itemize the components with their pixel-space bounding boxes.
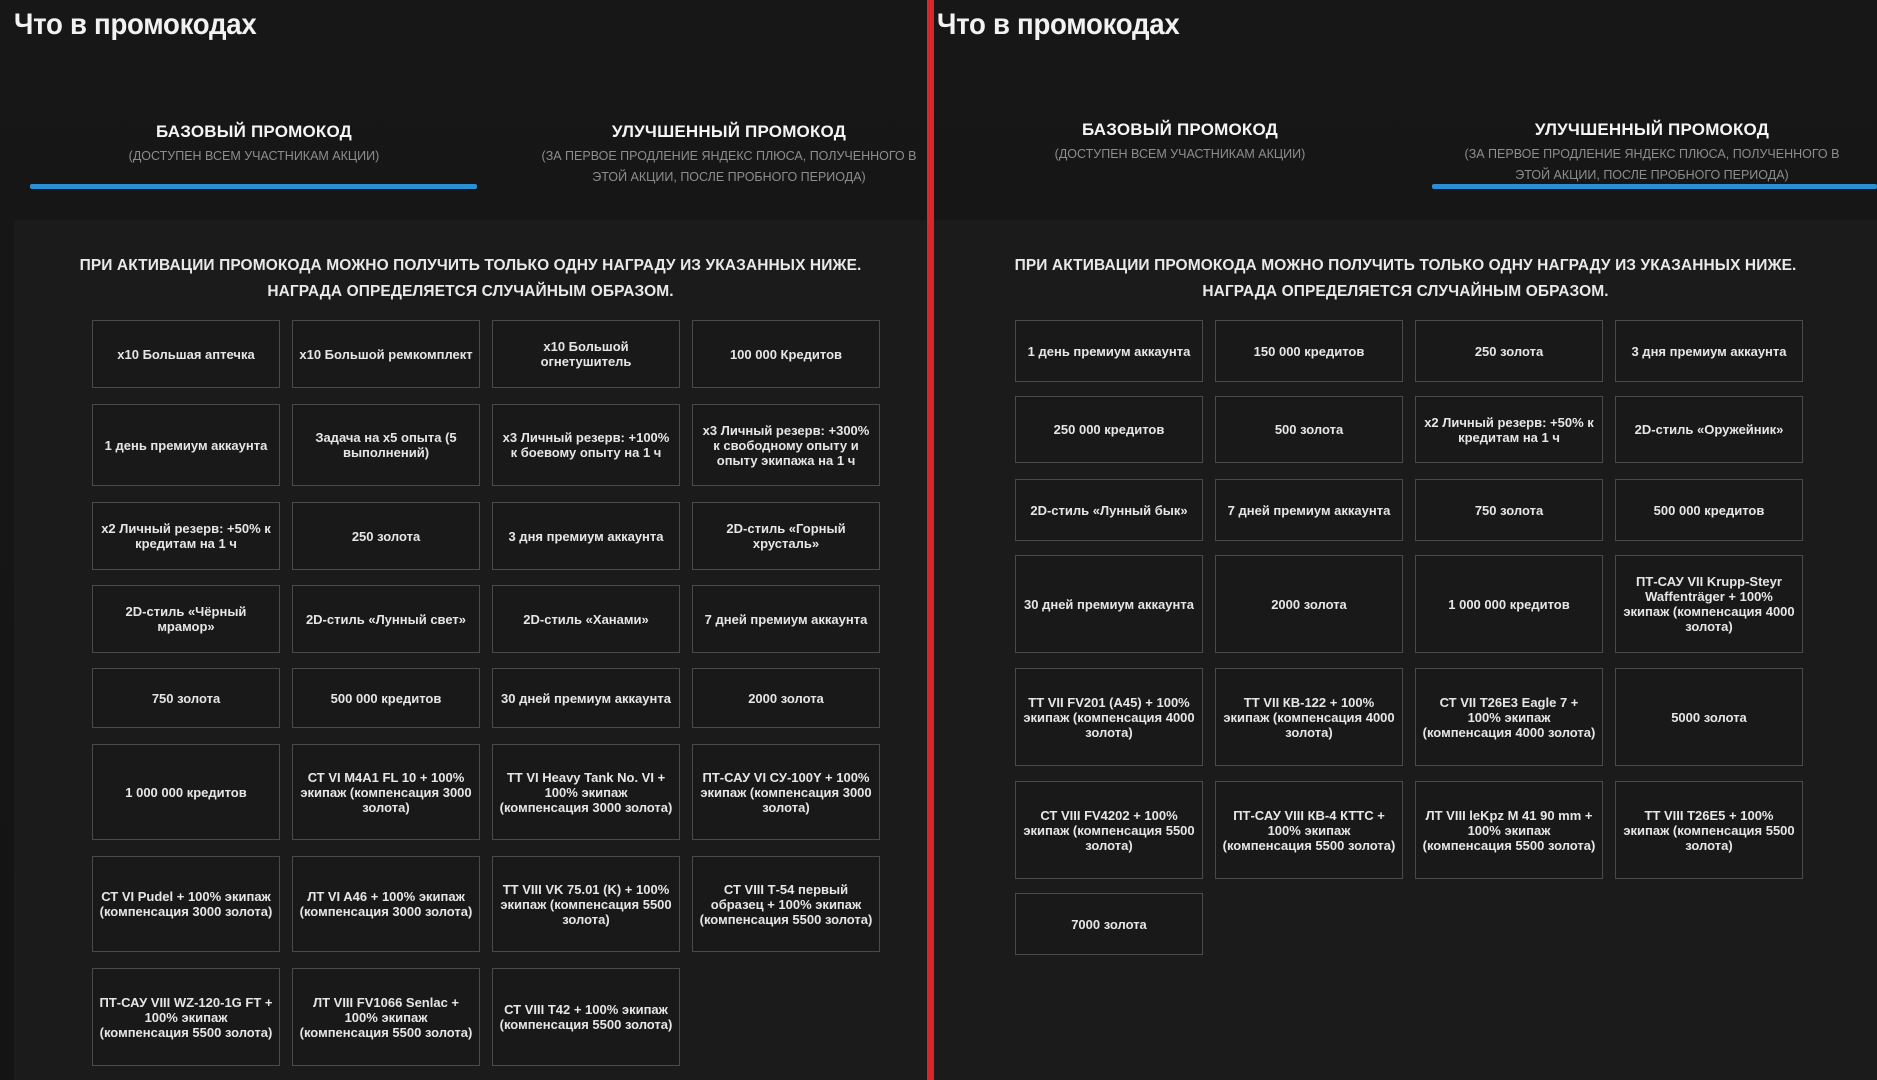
reward-card: 7000 золота — [1015, 893, 1203, 955]
reward-card: x10 Большой ремкомплект — [292, 320, 480, 388]
reward-card: x10 Большой огнетушитель — [492, 320, 680, 388]
reward-card: 1 день премиум аккаунта — [92, 404, 280, 486]
reward-card: 2D-стиль «Ханами» — [492, 585, 680, 653]
reward-card: ЛТ VIII FV1066 Senlac + 100% экипаж (компенсация 5500 золота) — [292, 968, 480, 1066]
reward-card: x3 Личный резерв: +300% к свободному опыту и опыту экипажа на 1 ч — [692, 404, 880, 486]
left-panel — [0, 0, 927, 1080]
rewards-notice: ПРИ АКТИВАЦИИ ПРОМОКОДА МОЖНО ПОЛУЧИТЬ ТОЛЬКО ОДНУ НАГРАДУ ИЗ УКАЗАННЫХ НИЖЕ. НАГРАДА ОПРЕДЕЛЯЕТСЯ СЛУЧАЙНЫМ ОБРАЗОМ. — [79, 257, 862, 300]
reward-card: 100 000 Кредитов — [692, 320, 880, 388]
reward-card: x2 Личный резерв: +50% к кредитам на 1 ч — [1415, 396, 1603, 463]
reward-card: 250 000 кредитов — [1015, 396, 1203, 463]
reward-card: ЛТ VIII leKpz M 41 90 mm + 100% экипаж (компенсация 5500 золота) — [1415, 781, 1603, 879]
reward-card: 150 000 кредитов — [1215, 320, 1403, 382]
reward-card: ТТ VIII T26E5 + 100% экипаж (компенсация 5500 золота) — [1615, 781, 1803, 879]
tab-improved-promocode[interactable] — [1448, 120, 1856, 186]
reward-card: СТ VI Pudel + 100% экипаж (компенсация 3000 золота) — [92, 856, 280, 952]
reward-card: 7 дней премиум аккаунта — [692, 585, 880, 653]
reward-card: СТ VIII T42 + 100% экипаж (компенсация 5500 золота) — [492, 968, 680, 1066]
reward-card: СТ VI M4A1 FL 10 + 100% экипаж (компенсация 3000 золота) — [292, 744, 480, 840]
tab-title: БАЗОВЫЙ ПРОМОКОД — [156, 122, 352, 141]
reward-card: ЛТ VI A46 + 100% экипаж (компенсация 3000 золота) — [292, 856, 480, 952]
page-title: Что в промокодах — [937, 8, 1180, 41]
reward-card: 2000 золота — [692, 668, 880, 728]
reward-card: 3 дня премиум аккаунта — [492, 502, 680, 570]
reward-card: СТ VIII Т-54 первый образец + 100% экипаж (компенсация 5500 золота) — [692, 856, 880, 952]
tab-improved-promocode[interactable] — [530, 122, 927, 188]
reward-card: 2D-стиль «Лунный бык» — [1015, 479, 1203, 541]
tab-title: БАЗОВЫЙ ПРОМОКОД — [1082, 120, 1278, 139]
tab-basic-promocode[interactable] — [1015, 120, 1345, 165]
active-tab-underline — [30, 184, 477, 189]
tab-subtitle: (ДОСТУПЕН ВСЕМ УЧАСТНИКАМ АКЦИИ) — [128, 149, 380, 163]
rewards-notice: ПРИ АКТИВАЦИИ ПРОМОКОДА МОЖНО ПОЛУЧИТЬ ТОЛЬКО ОДНУ НАГРАДУ ИЗ УКАЗАННЫХ НИЖЕ. НАГРАДА ОПРЕДЕЛЯЕТСЯ СЛУЧАЙНЫМ ОБРАЗОМ. — [1014, 257, 1797, 300]
reward-card: ТТ VII FV201 (A45) + 100% экипаж (компенсация 4000 золота) — [1015, 668, 1203, 766]
reward-card: 2D-стиль «Лунный свет» — [292, 585, 480, 653]
reward-card: 250 золота — [1415, 320, 1603, 382]
panel-divider — [927, 0, 934, 1080]
reward-card: 1 000 000 кредитов — [1415, 555, 1603, 653]
reward-card: 7 дней премиум аккаунта — [1215, 479, 1403, 541]
reward-card: 2000 золота — [1215, 555, 1403, 653]
reward-card: 5000 золота — [1615, 668, 1803, 766]
reward-card: 2D-стиль «Чёрный мрамор» — [92, 585, 280, 653]
tab-subtitle: (ЗА ПЕРВОЕ ПРОДЛЕНИЕ ЯНДЕКС ПЛЮСА, ПОЛУЧЕННОГО В ЭТОЙ АКЦИИ, ПОСЛЕ ПРОБНОГО ПЕРИОДА) — [1464, 147, 1840, 182]
reward-card: x3 Личный резерв: +100% к боевому опыту на 1 ч — [492, 404, 680, 486]
tab-title: УЛУЧШЕННЫЙ ПРОМОКОД — [611, 122, 847, 141]
reward-card: ТТ VI Heavy Tank No. VI + 100% экипаж (компенсация 3000 золота) — [492, 744, 680, 840]
tab-subtitle: (ЗА ПЕРВОЕ ПРОДЛЕНИЕ ЯНДЕКС ПЛЮСА, ПОЛУЧЕННОГО В ЭТОЙ АКЦИИ, ПОСЛЕ ПРОБНОГО ПЕРИОДА) — [541, 149, 917, 184]
reward-card: 2D-стиль «Горный хрусталь» — [692, 502, 880, 570]
reward-card: 2D-стиль «Оружейник» — [1615, 396, 1803, 463]
reward-card: x10 Большая аптечка — [92, 320, 280, 388]
reward-card: 1 000 000 кредитов — [92, 744, 280, 840]
reward-card: 3 дня премиум аккаунта — [1615, 320, 1803, 382]
reward-card: 500 000 кредитов — [1615, 479, 1803, 541]
reward-card: 1 день премиум аккаунта — [1015, 320, 1203, 382]
reward-card: ПТ-САУ VII Krupp-Steyr Waffenträger + 100% экипаж (компенсация 4000 золота) — [1615, 555, 1803, 653]
reward-card: 500 000 кредитов — [292, 668, 480, 728]
reward-card: СТ VII T26E3 Eagle 7 + 100% экипаж (компенсация 4000 золота) — [1415, 668, 1603, 766]
reward-card: ТТ VII КВ-122 + 100% экипаж (компенсация 4000 золота) — [1215, 668, 1403, 766]
reward-card: ПТ-САУ VIII КВ-4 КТТС + 100% экипаж (компенсация 5500 золота) — [1215, 781, 1403, 879]
page-title: Что в промокодах — [14, 8, 257, 41]
reward-card: ПТ-САУ VI СУ-100Y + 100% экипаж (компенсация 3000 золота) — [692, 744, 880, 840]
active-tab-underline — [1432, 184, 1877, 189]
right-panel — [934, 0, 1877, 1080]
reward-card: 750 золота — [92, 668, 280, 728]
tab-title: УЛУЧШЕННЫЙ ПРОМОКОД — [1534, 120, 1770, 139]
tab-subtitle: (ДОСТУПЕН ВСЕМ УЧАСТНИКАМ АКЦИИ) — [1054, 147, 1306, 161]
reward-card: 30 дней премиум аккаунта — [492, 668, 680, 728]
reward-card: ТТ VIII VK 75.01 (K) + 100% экипаж (компенсация 5500 золота) — [492, 856, 680, 952]
reward-card: 500 золота — [1215, 396, 1403, 463]
reward-card: 250 золота — [292, 502, 480, 570]
reward-card: Задача на x5 опыта (5 выполнений) — [292, 404, 480, 486]
reward-card: 750 золота — [1415, 479, 1603, 541]
reward-card: x2 Личный резерв: +50% к кредитам на 1 ч — [92, 502, 280, 570]
reward-card: ПТ-САУ VIII WZ-120-1G FT + 100% экипаж (компенсация 5500 золота) — [92, 968, 280, 1066]
reward-card: 30 дней премиум аккаунта — [1015, 555, 1203, 653]
tab-basic-promocode[interactable] — [94, 122, 414, 167]
reward-card: СТ VIII FV4202 + 100% экипаж (компенсация 5500 золота) — [1015, 781, 1203, 879]
